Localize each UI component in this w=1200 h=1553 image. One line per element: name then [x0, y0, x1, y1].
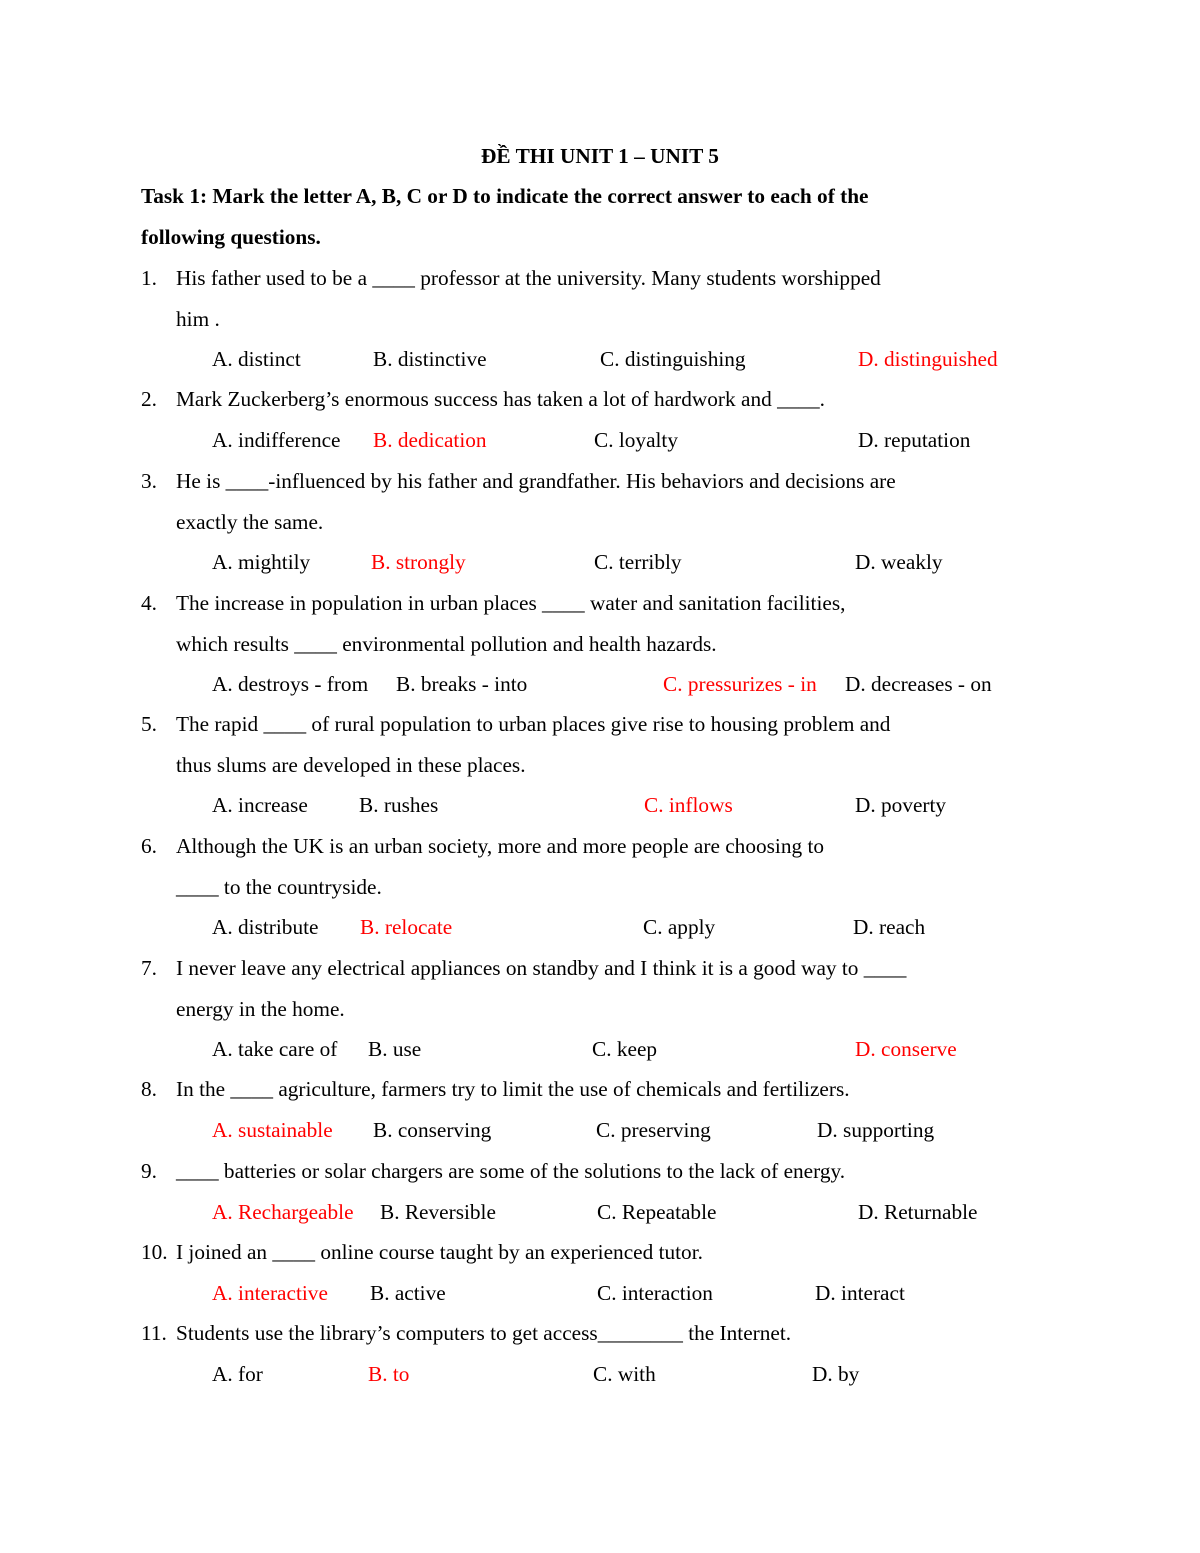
answer-option-correct: A. Rechargeable [212, 1199, 354, 1224]
answer-option: A. mightily [212, 550, 311, 574]
question-number: 3. [141, 469, 157, 493]
answer-option-correct: C. pressurizes - in [663, 672, 817, 696]
question-text: ____ to the countryside. [176, 874, 382, 899]
question-text: Students use the library’s computers to get access________ the Internet. [176, 1321, 792, 1345]
question-text: In the ____ agriculture, farmers try to limit the use of chemicals and fertilizers. [176, 1077, 850, 1101]
question-text: ____ batteries or solar chargers are some of the solutions to the lack of energy. [176, 1159, 846, 1183]
answer-option: B. distinctive [373, 347, 487, 371]
answer-option: C. keep [592, 1037, 658, 1061]
answer-option: D. reputation [858, 427, 971, 452]
question-text: He is ____-influenced by his father and grandfather. His behaviors and decisions are [176, 469, 896, 493]
question-number: 10. [141, 1240, 168, 1264]
question-number: 7. [141, 956, 157, 980]
answer-option: B. conserving [373, 1117, 492, 1142]
question-text: him . [176, 306, 220, 331]
answer-option-correct: B. relocate [360, 915, 453, 939]
answer-option-correct: A. sustainable [212, 1117, 333, 1142]
answer-option-correct: D. conserve [855, 1037, 957, 1061]
answer-option: A. destroys - from [212, 672, 369, 696]
question-number: 6. [141, 834, 157, 858]
answer-option: A. take care of [212, 1037, 338, 1061]
answer-option: C. apply [643, 915, 716, 939]
answer-option-correct: B. strongly [371, 550, 466, 574]
question-text: The rapid ____ of rural population to urban places give rise to housing problem and [176, 712, 891, 736]
answer-option: D. decreases - on [845, 672, 992, 696]
answer-option: B. rushes [359, 793, 439, 817]
question-text: Mark Zuckerberg’s enormous success has taken a lot of hardwork and ____. [176, 387, 825, 411]
answer-option: A. for [212, 1361, 263, 1386]
question-text: The increase in population in urban places ____ water and sanitation facilities, [176, 591, 846, 615]
task-instruction-line-1: Task 1: Mark the letter A, B, C or D to indicate the correct answer to each of the [141, 184, 869, 208]
answer-option-correct: B. to [368, 1361, 410, 1386]
question-text: Although the UK is an urban society, more and more people are choosing to [176, 834, 825, 858]
answer-option: B. use [368, 1037, 422, 1061]
answer-option: C. preserving [596, 1117, 711, 1142]
question-text: I never leave any electrical appliances on standby and I think it is a good way to ____ [176, 956, 907, 980]
question-number: 2. [141, 387, 157, 411]
answer-option: C. interaction [597, 1280, 713, 1305]
answer-option-correct: A. interactive [212, 1280, 328, 1305]
answer-option-correct: B. dedication [373, 427, 487, 452]
answer-option: B. breaks - into [396, 672, 528, 696]
answer-option: B. Reversible [380, 1199, 496, 1224]
answer-option: D. poverty [855, 793, 947, 817]
answer-option: A. distribute [212, 915, 319, 939]
answer-option: C. terribly [594, 550, 682, 574]
answer-option: C. loyalty [594, 427, 679, 452]
question-number: 11. [141, 1321, 167, 1345]
question-text: energy in the home. [176, 996, 345, 1021]
answer-option: A. indifference [212, 427, 341, 452]
question-number: 4. [141, 591, 157, 615]
answer-option: C. Repeatable [597, 1199, 717, 1224]
answer-option: C. with [593, 1361, 656, 1386]
question-number: 5. [141, 712, 157, 736]
question-number: 1. [141, 266, 157, 290]
question-text: exactly the same. [176, 509, 324, 534]
answer-option-correct: D. distinguished [858, 347, 998, 371]
question-number: 9. [141, 1159, 157, 1183]
answer-option: A. increase [212, 793, 308, 817]
answer-option-correct: C. inflows [644, 793, 733, 817]
task-instruction-line-2: following questions. [141, 225, 321, 249]
answer-option: D. reach [853, 915, 926, 939]
question-text: thus slums are developed in these places. [176, 752, 526, 777]
answer-option: C. distinguishing [600, 347, 746, 371]
answer-option: D. by [812, 1361, 860, 1386]
question-number: 8. [141, 1077, 157, 1101]
answer-option: A. distinct [212, 347, 301, 371]
answer-option: D. Returnable [858, 1199, 978, 1224]
page-title: ĐỀ THI UNIT 1 – UNIT 5 [481, 144, 719, 168]
question-text: His father used to be a ____ professor at the university. Many students worshipped [176, 266, 881, 290]
answer-option: D. weakly [855, 550, 943, 574]
answer-option: D. interact [815, 1280, 905, 1305]
question-text: I joined an ____ online course taught by an experienced tutor. [176, 1240, 703, 1264]
answer-option: B. active [370, 1280, 446, 1305]
question-text: which results ____ environmental pollution and health hazards. [176, 631, 717, 656]
answer-option: D. supporting [817, 1117, 935, 1142]
